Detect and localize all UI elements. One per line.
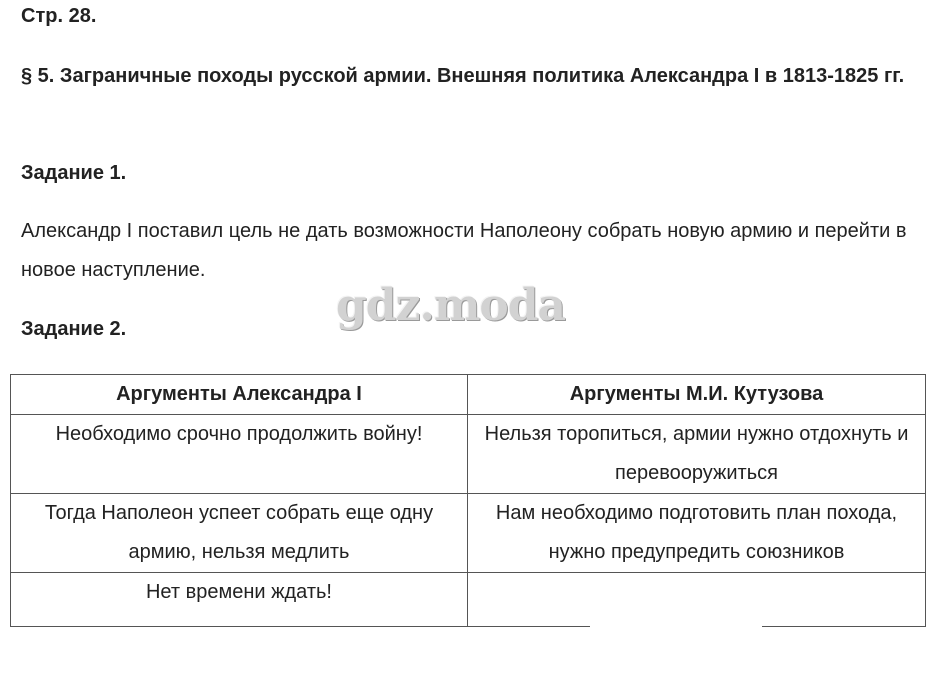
erased-area (590, 576, 762, 636)
header-alexander: Аргументы Александра I (11, 375, 468, 415)
task-1-answer: Александр I поставил цель не дать возможности Наполеону собрать новую армию и перейти в новое наступление. (21, 220, 907, 281)
table-row (11, 573, 926, 627)
task-1-title: Задание 1. (21, 162, 127, 184)
table-cell: Нам необходимо подготовить план похода, нужно предупредить союзников (468, 494, 926, 573)
task-2-title: Задание 2. (21, 318, 127, 340)
table-cell: Нельзя торопиться, армии нужно отдохнуть и перевооружиться (468, 415, 926, 494)
table-header-row (11, 375, 926, 415)
arguments-table (10, 374, 926, 627)
table-cell: Тогда Наполеон успеет собрать еще одну армию, нельзя медлить (11, 494, 468, 573)
table-cell: Нет времени ждать! (11, 573, 468, 627)
table-cell: Необходимо срочно продолжить войну! (11, 415, 468, 494)
section-heading: § 5. Заграничные походы русской армии. Внешняя политика Александра I в 1813-1825 гг. (21, 65, 905, 87)
table-row (11, 494, 926, 573)
table-row (11, 415, 926, 494)
page-reference: Стр. 28. (21, 5, 97, 27)
header-kutuzov: Аргументы М.И. Кутузова (468, 375, 926, 415)
watermark-logo: gdz.moda (336, 280, 566, 331)
